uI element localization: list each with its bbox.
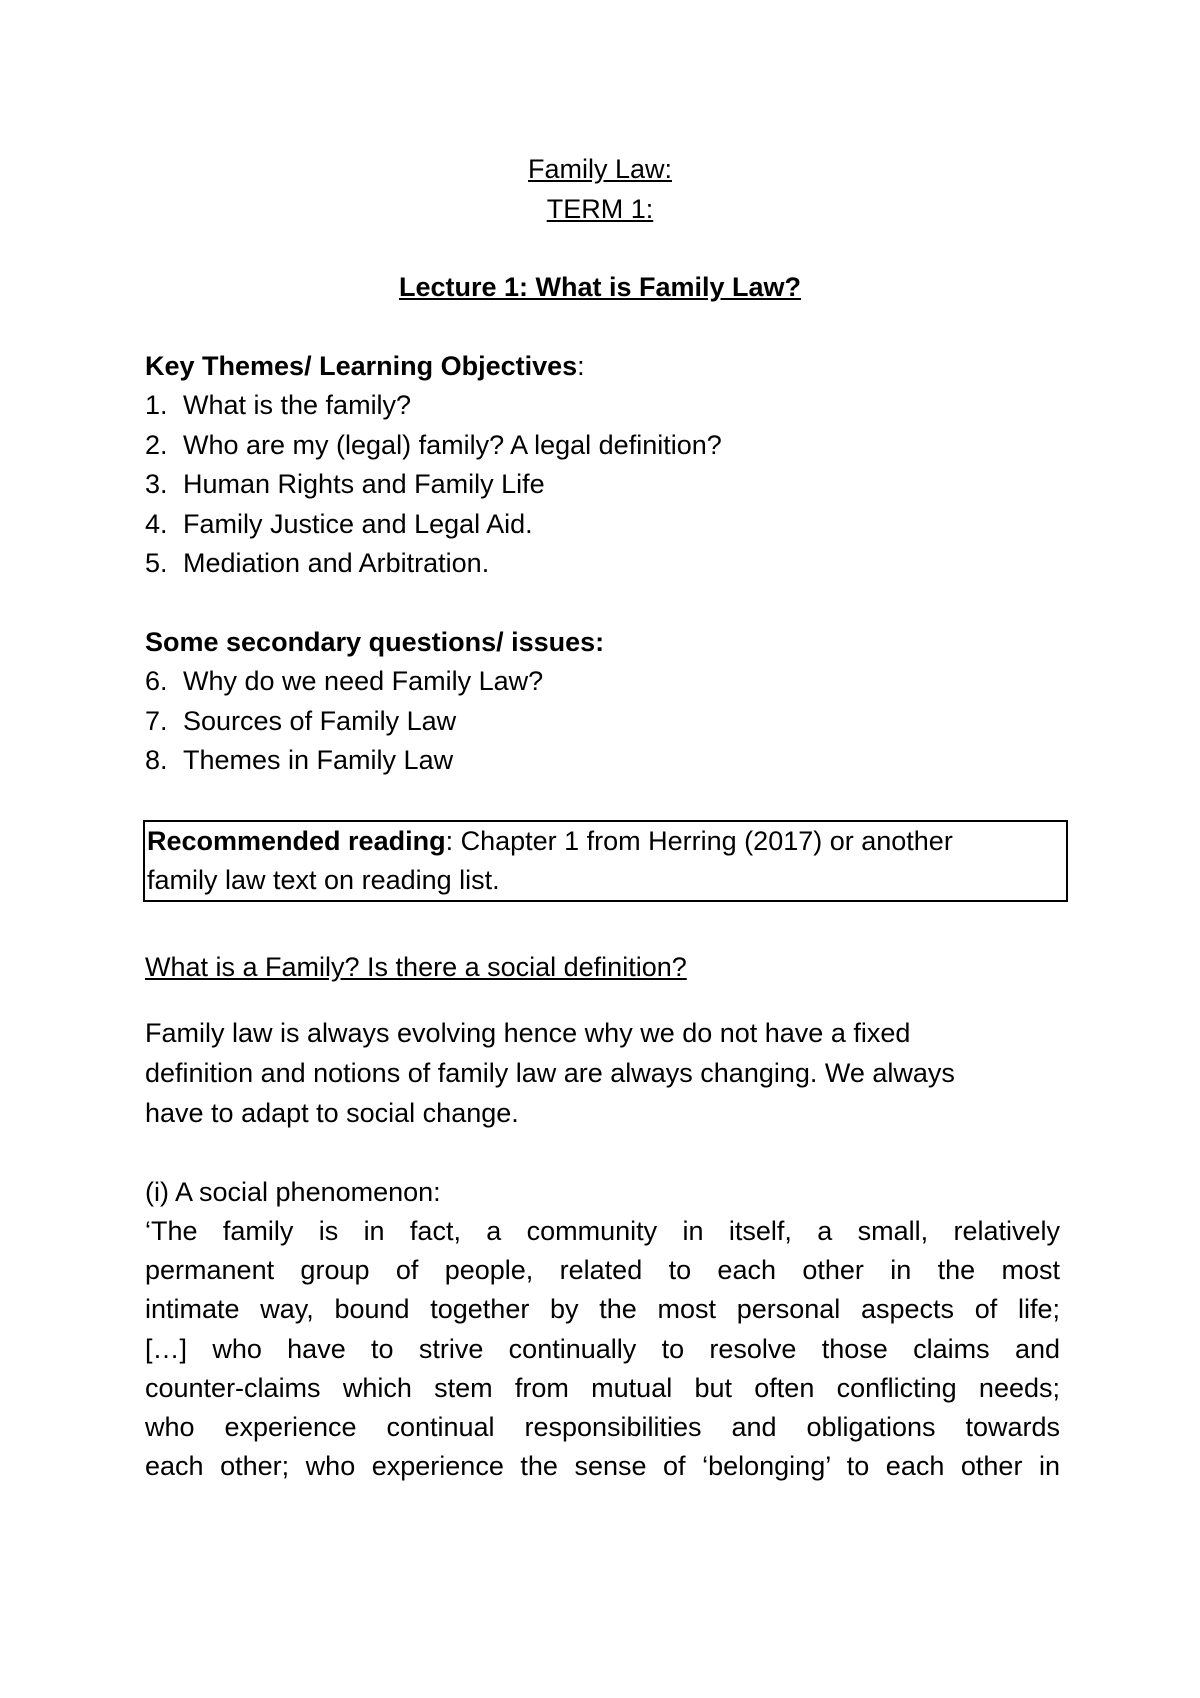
quote-block: [145, 1212, 1060, 1486]
paragraph-line: definition and notions of family law are always changing. We always: [145, 1058, 955, 1088]
quote-line: each other; who experience the sense of ‘belonging’ to each other in: [145, 1451, 1060, 1482]
objectives-heading: Key Themes/ Learning Objectives: [145, 351, 578, 381]
quote-line: counter-claims which stem from mutual but often conflicting needs;: [145, 1372, 1060, 1403]
objectives-heading-line: [145, 347, 1065, 385]
paragraph-line: have to adapt to social change.: [145, 1098, 519, 1128]
list-item: [145, 662, 1065, 700]
quote-line: permanent group of people, related to each other in the most: [145, 1255, 1060, 1286]
list-item-number: 3.: [145, 469, 168, 499]
quote-line: intimate way, bound together by the most personal aspects of life;: [145, 1294, 1060, 1325]
term-title: TERM 1:: [546, 194, 654, 224]
quote-line: who experience continual responsibilities and obligations towards: [145, 1412, 1060, 1443]
secondary-heading: Some secondary questions/ issues:: [145, 627, 605, 657]
list-item-text: Themes in Family Law: [183, 745, 454, 775]
list-item-number: 8.: [145, 745, 168, 775]
lecture-title: Lecture 1: What is Family Law?: [398, 272, 802, 302]
list-item: [145, 386, 1065, 424]
list-item: [145, 702, 1065, 740]
list-item: [145, 465, 1065, 503]
section-heading: What is a Family? Is there a social definition?: [145, 952, 687, 982]
reading-line-2: family law text on reading list.: [147, 865, 500, 895]
list-item-text: Human Rights and Family Life: [183, 469, 545, 499]
list-item-number: 6.: [145, 666, 168, 696]
list-item-number: 5.: [145, 548, 168, 578]
paragraph-line: Family law is always evolving hence why we do not have a fixed: [145, 1018, 911, 1048]
list-item-text: Mediation and Arbitration.: [183, 548, 490, 578]
list-item-text: Who are my (legal) family? A legal definition?: [183, 430, 722, 460]
quote-line: ‘The family is in fact, a community in itself, a small, relatively: [145, 1216, 1060, 1246]
list-item: [145, 741, 1065, 779]
quote-line: […] who have to strive continually to resolve those claims and: [145, 1333, 1060, 1364]
recommended-reading-box: [143, 820, 1068, 902]
objectives-heading-colon: :: [577, 351, 585, 381]
list-item: [145, 544, 1065, 582]
reading-line-1: [147, 822, 953, 860]
course-title: Family Law:: [527, 154, 673, 184]
subheading: (i) A social phenomenon:: [145, 1177, 441, 1207]
reading-text: : Chapter 1 from Herring (2017) or another: [445, 826, 953, 856]
list-item-number: 2.: [145, 430, 168, 460]
list-item-text: What is the family?: [183, 390, 412, 420]
list-item-text: Sources of Family Law: [183, 706, 457, 736]
list-item-number: 7.: [145, 706, 168, 736]
list-item: [145, 426, 1065, 464]
reading-label: Recommended reading: [147, 826, 446, 856]
list-item-text: Why do we need Family Law?: [183, 666, 544, 696]
list-item: [145, 505, 1065, 543]
list-item-number: 4.: [145, 509, 168, 539]
list-item-text: Family Justice and Legal Aid.: [183, 509, 533, 539]
list-item-number: 1.: [145, 390, 168, 420]
